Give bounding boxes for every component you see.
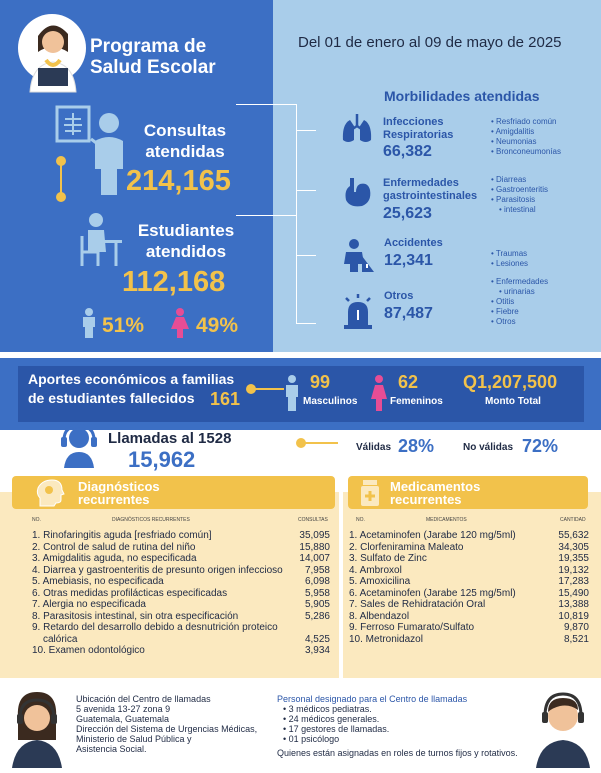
diagnostico-row-label: 3. Amigdalitis aguda, no especificada bbox=[32, 553, 197, 564]
connector-tick-4 bbox=[296, 323, 316, 324]
program-title bbox=[90, 36, 260, 78]
personal-line: • 24 médicos generales. bbox=[283, 714, 380, 724]
personal-line: • 01 psicólogo bbox=[283, 734, 340, 744]
diagnosticos-col-value: CONSULTAS bbox=[298, 517, 328, 523]
validas-pct: 28% bbox=[398, 436, 435, 456]
morb-2-detail-cont: • intestinal bbox=[491, 205, 548, 215]
consultas-label-line1: Consultas bbox=[143, 121, 227, 140]
medicamento-row-value: 8,521 bbox=[563, 633, 589, 645]
no-validas-label: No válidas bbox=[463, 442, 514, 453]
morb-4-value: 87,487 bbox=[384, 305, 433, 322]
stomach-icon bbox=[340, 176, 374, 210]
diagnostico-row-label: 1. Rinofaringitis aguda [resfriado común] bbox=[32, 530, 212, 541]
diagnostico-row-label: 2. Control de salud de rutina del niño bbox=[32, 541, 196, 553]
medicamento-row bbox=[349, 530, 589, 542]
morb-4-detail-cont: • urinarias bbox=[491, 287, 548, 297]
morb-2-name bbox=[383, 177, 477, 203]
personal-list bbox=[283, 704, 389, 744]
llamadas-connector-dot bbox=[296, 438, 306, 448]
aportes-male-icon bbox=[284, 375, 300, 411]
headset-icon bbox=[58, 424, 100, 468]
medicamento-row-label: 4. Ambroxol bbox=[349, 564, 402, 576]
medicamento-row-value: 15,490 bbox=[558, 587, 589, 599]
personal-title: Personal designado para el Centro de llamadas bbox=[277, 694, 468, 704]
medicamento-row-value: 10,819 bbox=[558, 610, 589, 622]
xray-doctor-icon bbox=[55, 105, 137, 197]
medicamento-row bbox=[349, 542, 589, 554]
aportes-monto-label: Monto Total bbox=[485, 396, 541, 407]
diagnostico-row bbox=[32, 576, 330, 588]
morb-2-value: 25,623 bbox=[383, 205, 432, 222]
medicamento-row-label: 1. Acetaminofen (Jarabe 120 mg/5ml) bbox=[349, 530, 516, 541]
medicamento-row-value: 19,355 bbox=[558, 553, 589, 564]
diagnostico-row bbox=[32, 588, 330, 600]
morb-1-detail: • Amigdalitis bbox=[491, 127, 561, 137]
female-percentage: 49% bbox=[196, 314, 239, 337]
male-icon bbox=[80, 308, 98, 338]
aportes-femeninos-value: 62 bbox=[398, 372, 419, 392]
medicamento-row bbox=[349, 634, 589, 646]
morb-1-name bbox=[383, 116, 453, 142]
medicamento-row bbox=[349, 576, 589, 588]
diagnosticos-title-line1: Diagnósticos bbox=[78, 479, 160, 494]
medicamento-row-value: 13,388 bbox=[558, 599, 589, 610]
morb-1-name-line2: Respiratorias bbox=[383, 129, 454, 141]
diagnostico-row-value: 5,905 bbox=[304, 599, 330, 610]
aportes-masculinos-value: 99 bbox=[310, 372, 331, 392]
morb-2-detail: • Gastroenteritis bbox=[491, 185, 548, 195]
medicamentos-rows bbox=[349, 530, 589, 645]
morb-4-name: Otros bbox=[384, 290, 414, 302]
validas-label: Válidas bbox=[356, 442, 392, 453]
ubicacion-line: Ministerio de Salud Pública y bbox=[76, 734, 192, 744]
diagnostico-row-label: 6. Otras medidas profilácticas especificadas bbox=[32, 587, 228, 599]
diagnostico-row-value: 14,007 bbox=[299, 553, 330, 564]
diagnostico-row-value: 15,880 bbox=[299, 541, 330, 553]
student-desk-icon bbox=[78, 212, 124, 268]
personal-note: Quienes están asignadas en roles de turnos fijos y rotativos. bbox=[277, 748, 518, 758]
diagnosticos-col-name: DIAGNÓSTICOS RECURRENTES bbox=[112, 517, 190, 523]
morb-3-detail: • Traumas bbox=[491, 249, 528, 259]
morb-3-details bbox=[491, 249, 528, 269]
medicamento-row-label: 5. Amoxicilina bbox=[349, 576, 411, 587]
diagnostico-row-label: calórica bbox=[43, 633, 78, 645]
diagnostico-row-label: 9. Retardo del desarrollo debido a desnutrición proteico bbox=[32, 622, 278, 633]
connector-v bbox=[296, 104, 297, 324]
ubicacion-line: 5 avenida 13-27 zona 9 bbox=[76, 704, 171, 714]
diagnostico-row-label: 8. Parasitosis intestinal, sin otra especificación bbox=[32, 610, 239, 622]
estudiantes-value: 112,168 bbox=[122, 266, 226, 298]
doctor-avatar bbox=[16, 12, 88, 98]
aportes-masculinos-label: Masculinos bbox=[303, 396, 358, 407]
aportes-female-icon bbox=[370, 375, 388, 411]
aportes-title bbox=[28, 370, 234, 408]
medicamento-row bbox=[349, 599, 589, 611]
ubicacion-line: Asistencia Social. bbox=[76, 744, 147, 754]
morb-1-details bbox=[491, 117, 561, 157]
ubicacion-line: Dirección del Sistema de Urgencias Médicas, bbox=[76, 724, 258, 734]
consultas-label bbox=[130, 120, 240, 162]
head-profile-icon bbox=[34, 478, 68, 508]
morbilidades-title: Morbilidades atendidas bbox=[384, 88, 540, 104]
medicamentos-title-line1: Medicamentos bbox=[390, 479, 481, 494]
llamadas-title: Llamadas al 1528 bbox=[108, 430, 232, 447]
personal-line: • 3 médicos pediatras. bbox=[283, 704, 372, 714]
morb-4-detail: • Enfermedades bbox=[491, 277, 548, 287]
diagnostico-row bbox=[32, 622, 330, 634]
aportes-femeninos-label: Femeninos bbox=[390, 396, 443, 407]
medicamento-row-value: 34,305 bbox=[558, 541, 589, 553]
lungs-icon bbox=[340, 112, 374, 146]
injury-icon bbox=[340, 238, 376, 274]
medicamento-row-value: 17,283 bbox=[558, 576, 589, 587]
diagnostico-row bbox=[32, 611, 330, 623]
diagnostico-row bbox=[32, 599, 330, 611]
ubicacion-line: Ubicación del Centro de llamadas bbox=[76, 694, 211, 704]
consultas-value: 214,165 bbox=[126, 165, 231, 197]
diagnosticos-col-no: NO. bbox=[32, 517, 41, 523]
medicamento-row bbox=[349, 622, 589, 634]
medicamento-row bbox=[349, 611, 589, 623]
morb-1-detail: • Neumonias bbox=[491, 137, 561, 147]
program-title-line1: Programa de bbox=[90, 36, 207, 57]
medicamentos-title bbox=[390, 480, 480, 506]
medicamento-row bbox=[349, 588, 589, 600]
medicamentos-col-name: MEDICAMENTOS bbox=[426, 517, 467, 523]
morb-4-detail: • Fiebre bbox=[491, 307, 548, 317]
ubicacion-line: Guatemala, Guatemala bbox=[76, 714, 170, 724]
no-validas-pct: 72% bbox=[522, 436, 559, 456]
morb-3-detail: • Lesiones bbox=[491, 259, 528, 269]
morb-1-detail: • Bronconeumonías bbox=[491, 147, 561, 157]
connector-h2 bbox=[236, 215, 296, 216]
medicamento-row-label: 9. Ferroso Fumarato/Sulfato bbox=[349, 622, 475, 633]
aportes-title-line2: de estudiantes fallecidos bbox=[28, 390, 195, 406]
estudiantes-label bbox=[126, 220, 246, 262]
morb-2-details bbox=[491, 175, 548, 215]
diagnostico-row bbox=[32, 553, 330, 565]
medicamentos-col-no: NO. bbox=[356, 517, 365, 523]
morb-3-name: Accidentes bbox=[384, 237, 443, 249]
left-connector-dot-bottom bbox=[56, 192, 66, 202]
diagnostico-row-value: 3,934 bbox=[304, 645, 330, 656]
diagnostico-row-label: 5. Amebiasis, no especificada bbox=[32, 576, 164, 587]
diagnosticos-title bbox=[78, 480, 160, 506]
left-connector-dot-top bbox=[56, 156, 66, 166]
diagnostico-row-value: 7,958 bbox=[304, 564, 330, 576]
diagnosticos-rows bbox=[32, 530, 330, 657]
estudiantes-label-line1: Estudiantes bbox=[137, 221, 235, 240]
morb-3-value: 12,341 bbox=[384, 252, 433, 269]
diagnostico-row bbox=[32, 634, 330, 646]
llamadas-value: 15,962 bbox=[128, 447, 196, 472]
morb-2-name-line1: Enfermedades bbox=[383, 177, 459, 189]
connector-tick-2 bbox=[296, 190, 316, 191]
operator-male-avatar bbox=[532, 686, 594, 768]
medicamentos-title-line2: recurrentes bbox=[390, 492, 462, 507]
diagnostico-row bbox=[32, 542, 330, 554]
female-icon bbox=[170, 308, 190, 338]
male-percentage: 51% bbox=[102, 314, 145, 337]
medicamento-row-label: 7. Sales de Rehidratación Oral bbox=[349, 599, 486, 610]
diagnostico-row-value: 6,098 bbox=[304, 576, 330, 587]
connector-tick-3 bbox=[296, 255, 316, 256]
medicamento-row-value: 55,632 bbox=[558, 530, 589, 541]
morb-2-detail: • Diarreas bbox=[491, 175, 548, 185]
medicamento-row-label: 3. Sulfato de Zinc bbox=[349, 553, 427, 564]
morb-1-value: 66,382 bbox=[383, 143, 432, 160]
medicamentos-col-value: CANTIDAD bbox=[560, 517, 586, 523]
medicamento-row bbox=[349, 553, 589, 565]
date-range: Del 01 de enero al 09 de mayo de 2025 bbox=[298, 34, 562, 51]
aportes-connector-dot bbox=[246, 384, 256, 394]
diagnostico-row-value: 4,525 bbox=[304, 633, 330, 645]
diagnostico-row bbox=[32, 565, 330, 577]
morb-2-detail: • Parasitosis bbox=[491, 195, 548, 205]
diagnostico-row-label: 4. Diarrea y gastroenteritis de presunto origen infeccioso bbox=[32, 564, 283, 576]
morb-4-detail: • Otitis bbox=[491, 297, 548, 307]
personal-line: • 17 gestores de llamadas. bbox=[283, 724, 390, 734]
diagnostico-row bbox=[32, 530, 330, 542]
morb-4-detail: • Otros bbox=[491, 317, 548, 327]
morb-1-name-line1: Infecciones bbox=[383, 116, 444, 128]
morb-4-details bbox=[491, 277, 548, 327]
operator-female-avatar bbox=[8, 688, 66, 768]
estudiantes-label-line2: atendidos bbox=[145, 242, 227, 261]
medicamento-row-value: 19,132 bbox=[558, 564, 589, 576]
connector-tick-1 bbox=[296, 130, 316, 131]
diagnostico-row bbox=[32, 645, 330, 657]
aportes-total: 161 bbox=[210, 389, 241, 409]
medicamento-row-label: 10. Metronidazol bbox=[349, 633, 423, 645]
diagnostico-row-value: 5,286 bbox=[304, 610, 330, 622]
medicamento-row-label: 8. Albendazol bbox=[349, 610, 410, 622]
aportes-monto-value: Q1,207,500 bbox=[463, 372, 558, 392]
pill-bottle-icon bbox=[356, 478, 384, 508]
diagnosticos-title-line2: recurrentes bbox=[78, 492, 150, 507]
diagnostico-row-value: 35,095 bbox=[299, 530, 330, 541]
medicamento-row-label: 6. Acetaminofen (Jarabe 125 mg/5ml) bbox=[349, 587, 516, 599]
diagnostico-row-label: 10. Examen odontológico bbox=[32, 645, 145, 656]
medicamento-row-value: 9,870 bbox=[563, 622, 589, 633]
ubicacion-block bbox=[76, 694, 257, 754]
medicamento-row-label: 2. Clorfeniramina Maleato bbox=[349, 541, 464, 553]
aportes-title-line1: Aportes económicos a familias bbox=[28, 371, 235, 387]
diagnostico-row-label: 7. Alergia no especificada bbox=[32, 599, 146, 610]
medicamento-row bbox=[349, 565, 589, 577]
morb-1-detail: • Resfriado común bbox=[491, 117, 561, 127]
alarm-icon bbox=[340, 292, 376, 330]
diagnostico-row-value: 5,958 bbox=[304, 587, 330, 599]
consultas-label-line2: atendidas bbox=[145, 142, 225, 161]
top-right-panel bbox=[273, 0, 601, 352]
morb-2-name-line2: gastrointestinales bbox=[383, 190, 478, 202]
connector-h1 bbox=[236, 104, 296, 105]
program-title-line2: Salud Escolar bbox=[90, 57, 216, 78]
